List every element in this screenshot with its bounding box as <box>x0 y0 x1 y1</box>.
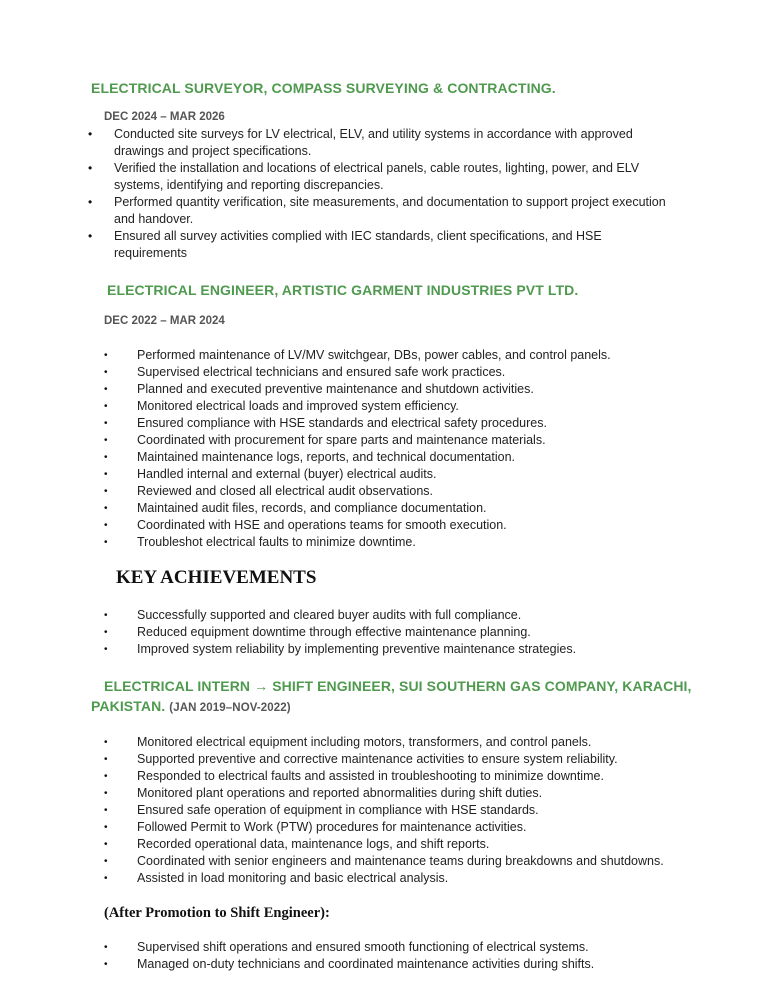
bullet-icon: • <box>104 367 108 378</box>
bullet-icon: • <box>104 435 108 446</box>
list-item: • Ensured safe operation of equipment in compliance with HSE standards. <box>104 803 539 817</box>
bullet-icon: • <box>104 822 108 833</box>
job-dates: (JAN 2019–NOV-2022) <box>169 702 291 714</box>
bullet-icon: • <box>88 127 93 141</box>
bullet-icon: • <box>104 537 108 548</box>
bullet-icon: • <box>104 644 108 655</box>
list-item: • Monitored plant operations and reported abnormalities during shift duties. <box>104 786 543 800</box>
list-item: • Improved system reliability by implementing preventive maintenance strategies. <box>104 642 577 656</box>
list-item: • Performed quantity verification, site measurements, and documentation to support project execution and handover. <box>88 195 666 226</box>
job-title-electrical-engineer: ELECTRICAL ENGINEER, ARTISTIC GARMENT INDUSTRIES PVT LTD. <box>107 282 579 298</box>
promotion-duties-list <box>104 939 704 973</box>
bullet-icon: • <box>104 486 108 497</box>
bullet-icon: • <box>104 384 108 395</box>
list-item: • Reduced equipment downtime through effective maintenance planning. <box>104 625 531 639</box>
job-duties-list <box>104 734 704 887</box>
list-item: • Conducted site surveys for LV electrical, ELV, and utility systems in accordance with approved drawings and project specifications. <box>88 127 633 158</box>
list-item: • Recorded operational data, maintenance logs, and shift reports. <box>104 837 490 851</box>
job-title-location: PAKISTAN. <box>91 698 166 714</box>
list-item: • Maintained audit files, records, and compliance documentation. <box>104 501 487 515</box>
bullet-icon: • <box>104 627 108 638</box>
bullet-icon: • <box>104 401 108 412</box>
bullet-icon: • <box>104 959 108 970</box>
key-achievements-heading: KEY ACHIEVEMENTS <box>116 567 317 588</box>
bullet-icon: • <box>88 161 93 175</box>
bullet-icon: • <box>104 839 108 850</box>
list-item: • Planned and executed preventive maintenance and shutdown activities. <box>104 382 534 396</box>
bullet-icon: • <box>104 788 108 799</box>
bullet-icon: • <box>104 503 108 514</box>
job-title-electrical-surveyor: ELECTRICAL SURVEYOR, COMPASS SURVEYING & CONTRACTING. <box>91 80 556 96</box>
bullet-icon: • <box>104 418 108 429</box>
bullet-icon: • <box>104 771 108 782</box>
bullet-icon: • <box>104 942 108 953</box>
list-item: • Ensured all survey activities complied with IEC standards, client specifications, and HSE requirements <box>88 229 602 260</box>
list-item: • Successfully supported and cleared buyer audits with full compliance. <box>104 608 522 622</box>
bullet-icon: • <box>104 873 108 884</box>
list-item: • Supervised electrical technicians and ensured safe work practices. <box>104 365 506 379</box>
bullet-icon: • <box>104 754 108 765</box>
job-dates: DEC 2022 – MAR 2024 <box>104 315 225 327</box>
list-item: • Performed maintenance of LV/MV switchgear, DBs, power cables, and control panels. <box>104 348 611 362</box>
job-duties-list <box>88 126 668 262</box>
list-item: • Coordinated with HSE and operations teams for smooth execution. <box>104 518 507 532</box>
achievements-list <box>104 607 704 658</box>
list-item: • Troubleshot electrical faults to minimize downtime. <box>104 535 416 549</box>
bullet-icon: • <box>88 195 93 209</box>
bullet-icon: • <box>104 350 108 361</box>
list-item: • Responded to electrical faults and assisted in troubleshooting to minimize downtime. <box>104 769 604 783</box>
list-item: • Handled internal and external (buyer) electrical audits. <box>104 467 437 481</box>
list-item: • Supervised shift operations and ensured smooth functioning of electrical systems. <box>104 940 589 954</box>
list-item: • Monitored electrical loads and improved system efficiency. <box>104 399 459 413</box>
bullet-icon: • <box>104 805 108 816</box>
job-dates: DEC 2024 – MAR 2026 <box>104 111 225 123</box>
list-item: • Monitored electrical equipment including motors, transformers, and control panels. <box>104 735 592 749</box>
job-title-shift-engineer: ELECTRICAL INTERN → SHIFT ENGINEER, SUI SOUTHERN GAS COMPANY, KARACHI, <box>104 678 692 694</box>
bullet-icon: • <box>88 229 93 243</box>
bullet-icon: • <box>104 610 108 621</box>
bullet-icon: • <box>104 856 108 867</box>
list-item: • Ensured compliance with HSE standards and electrical safety procedures. <box>104 416 547 430</box>
list-item: • Supported preventive and corrective maintenance activities to ensure system reliability. <box>104 752 618 766</box>
list-item: • Coordinated with procurement for spare parts and maintenance materials. <box>104 433 546 447</box>
list-item: • Managed on-duty technicians and coordinated maintenance activities during shifts. <box>104 957 595 971</box>
bullet-icon: • <box>104 452 108 463</box>
bullet-icon: • <box>104 469 108 480</box>
list-item: • Followed Permit to Work (PTW) procedures for maintenance activities. <box>104 820 527 834</box>
job-title-continuation <box>91 698 291 714</box>
job-duties-list <box>104 347 704 551</box>
bullet-icon: • <box>104 520 108 531</box>
list-item: • Verified the installation and locations of electrical panels, cable routes, lighting, power, and ELV systems, identifying and reporting discrepancies. <box>88 161 640 192</box>
list-item: • Assisted in load monitoring and basic electrical analysis. <box>104 871 449 885</box>
list-item: • Reviewed and closed all electrical audit observations. <box>104 484 433 498</box>
bullet-icon: • <box>104 737 108 748</box>
list-item: • Maintained maintenance logs, reports, and technical documentation. <box>104 450 516 464</box>
promotion-heading: (After Promotion to Shift Engineer): <box>104 905 330 921</box>
list-item: • Coordinated with senior engineers and maintenance teams during breakdowns and shutdowns. <box>104 854 664 868</box>
